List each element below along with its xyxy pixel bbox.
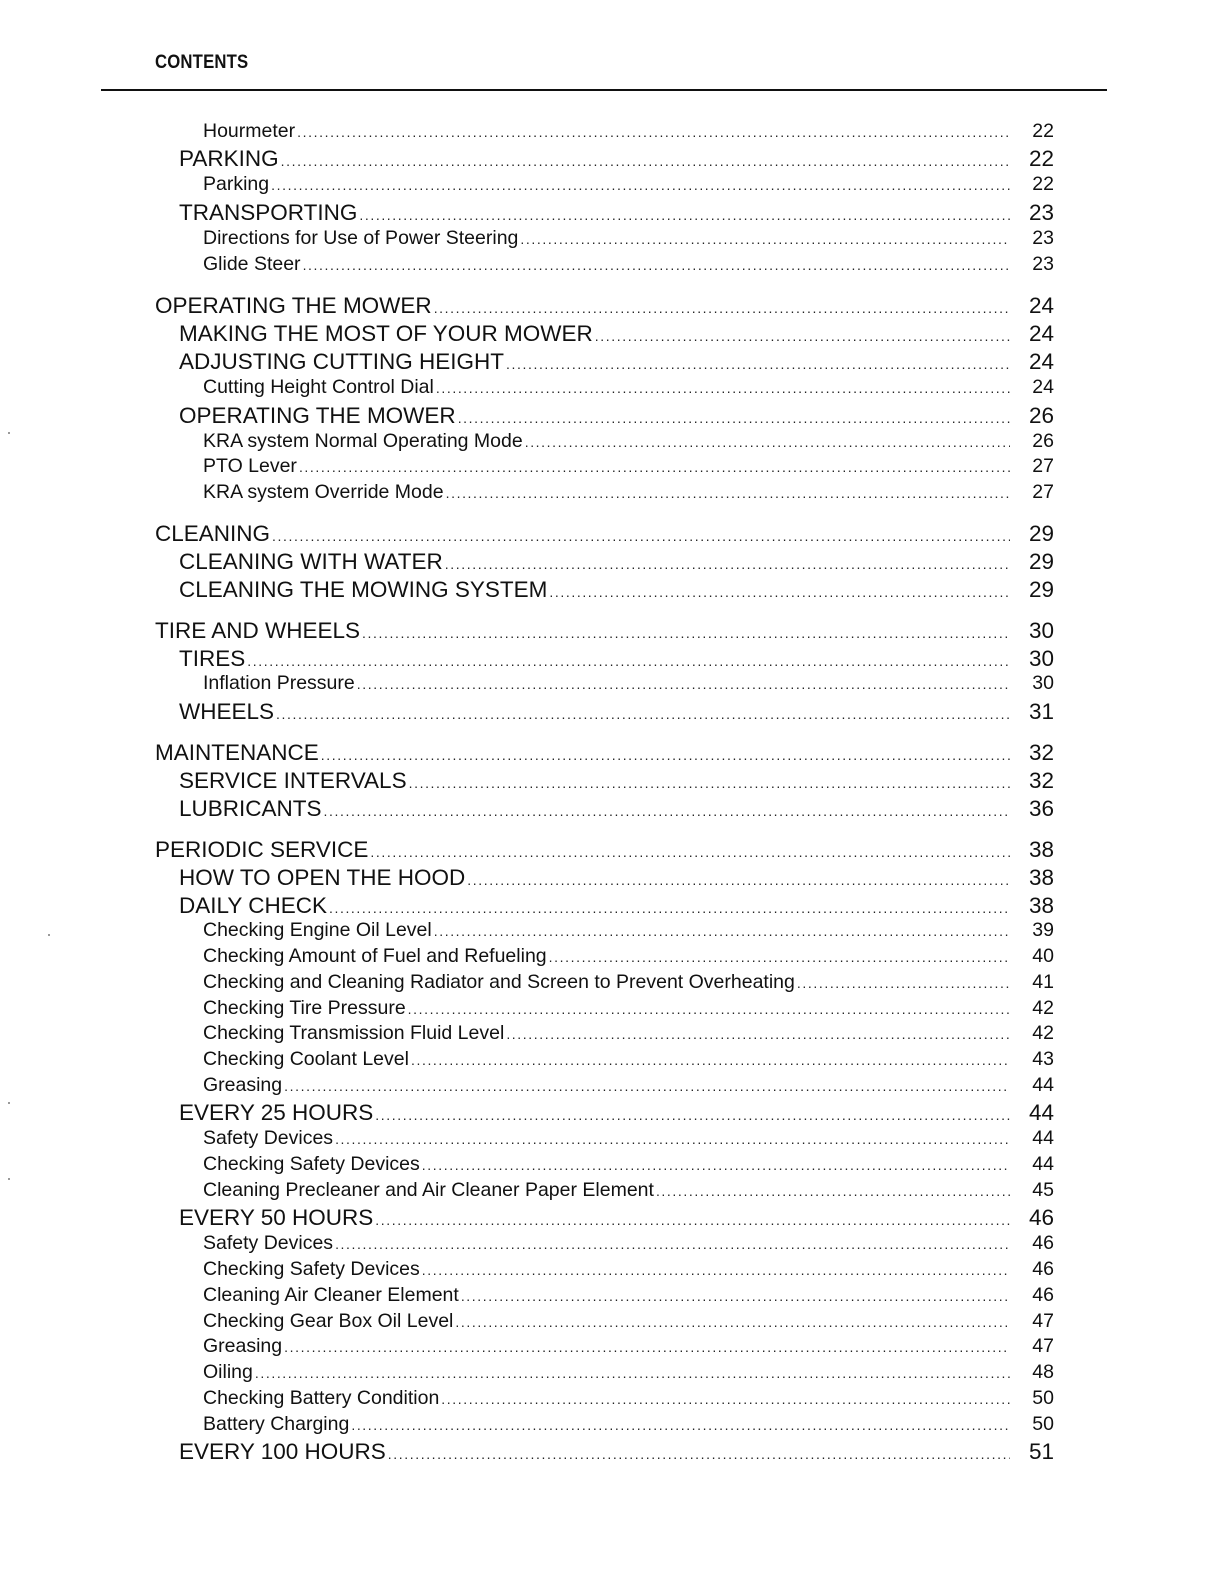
toc-entry-label: PARKING [179,146,279,171]
toc-entry-page-number: 44 [1032,1127,1054,1149]
toc-entry-page-number: 24 [1028,349,1054,374]
toc-entry-label: Checking Safety Devices [203,1258,420,1280]
toc-entry[interactable] [0,577,1224,603]
dot-leader [335,1236,1010,1252]
toc-entry[interactable] [0,146,1224,172]
scan-speck [8,432,10,434]
dot-leader [520,231,1010,247]
toc-entry-page-number: 30 [1028,646,1054,671]
toc-entry[interactable] [0,253,1224,276]
toc-entry[interactable] [0,1074,1224,1097]
toc-entry-page-number: 42 [1032,1022,1054,1044]
toc-entry-label: WHEELS [179,699,275,724]
toc-entry-label: Checking Engine Oil Level [203,919,432,941]
toc-entry-label: PERIODIC SERVICE [155,837,369,862]
toc-entry[interactable] [0,403,1224,429]
toc-entry[interactable] [0,1127,1224,1150]
toc-entry-label: EVERY 50 HOURS [179,1205,374,1230]
toc-entry-page-number: 44 [1032,1074,1054,1096]
dot-leader [797,975,1010,991]
toc-entry-page-number: 41 [1032,971,1054,993]
dot-leader [408,1001,1010,1017]
dot-leader [549,584,1010,600]
toc-entry-label: TIRE AND WHEELS [155,618,361,643]
toc-entry[interactable] [0,1153,1224,1176]
toc-entry-page-number: 24 [1028,321,1054,346]
dot-leader [455,1314,1010,1330]
toc-entry-label: Checking Transmission Fluid Level [203,1022,505,1044]
dot-leader [272,528,1010,544]
dot-leader [284,1078,1010,1094]
toc-entry-label: Battery Charging [203,1413,350,1435]
toc-entry-label: Cleaning Air Cleaner Element [203,1284,459,1306]
toc-entry[interactable] [0,1284,1224,1307]
toc-entry-page-number: 48 [1032,1361,1054,1383]
toc-entry-page-number: 32 [1028,740,1054,765]
toc-entry[interactable] [0,1179,1224,1202]
dot-leader [595,328,1010,344]
toc-entry-label: EVERY 25 HOURS [179,1100,374,1125]
toc-entry[interactable] [0,376,1224,399]
scan-speck [48,934,50,936]
scan-speck [8,1102,10,1104]
dot-leader [388,1446,1010,1462]
dot-leader [461,1288,1010,1304]
toc-entry[interactable] [0,1310,1224,1333]
toc-entry-page-number: 24 [1032,376,1054,398]
toc-entry[interactable] [0,699,1224,725]
toc-entry-page-number: 38 [1028,893,1054,918]
toc-entry-page-number: 30 [1032,672,1054,694]
toc-entry[interactable] [0,1361,1224,1384]
dot-leader [446,485,1010,501]
dot-leader [441,1391,1010,1407]
toc-entry-page-number: 47 [1032,1310,1054,1332]
toc-entry-page-number: 44 [1028,1100,1054,1125]
toc-entry-label: Cleaning Precleaner and Air Cleaner Paper Element [203,1179,654,1201]
toc-entry[interactable] [0,740,1224,766]
toc-entry[interactable] [0,321,1224,347]
toc-entry[interactable] [0,1387,1224,1410]
toc-entry-label: Cutting Height Control Dial [203,376,434,398]
toc-entry-page-number: 44 [1032,1153,1054,1175]
toc-entry-label: CLEANING WITH WATER [179,549,443,574]
dot-leader [324,803,1010,819]
toc-entry[interactable] [0,1413,1224,1436]
toc-entry-page-number: 30 [1028,618,1054,643]
dot-leader [303,257,1010,273]
dot-leader [299,459,1010,475]
dot-leader [411,1052,1010,1068]
toc-entry-page-number: 42 [1032,997,1054,1019]
dot-leader [409,775,1010,791]
toc-entry-page-number: 29 [1028,521,1054,546]
dot-leader [297,124,1010,140]
toc-entry[interactable] [0,481,1224,504]
toc-entry-label: ADJUSTING CUTTING HEIGHT [179,349,504,374]
toc-entry-page-number: 36 [1028,796,1054,821]
toc-entry[interactable] [0,1258,1224,1281]
toc-entry-label: OPERATING THE MOWER [155,293,432,318]
dot-leader [436,380,1010,396]
toc-entry[interactable] [0,455,1224,478]
toc-entry[interactable] [0,1439,1224,1465]
toc-entry-page-number: 24 [1028,293,1054,318]
toc-entry-label: Checking Safety Devices [203,1153,420,1175]
toc-entry-page-number: 46 [1032,1258,1054,1280]
toc-entry[interactable] [0,971,1224,994]
toc-entry-page-number: 22 [1032,173,1054,195]
toc-entry-page-number: 38 [1028,865,1054,890]
toc-entry-page-number: 26 [1028,403,1054,428]
dot-leader [247,653,1010,669]
toc-entry-label: DAILY CHECK [179,893,327,918]
toc-entry-label: MAINTENANCE [155,740,319,765]
header-divider [101,89,1107,91]
toc-entry[interactable] [0,1100,1224,1126]
toc-entry[interactable] [0,1205,1224,1231]
toc-entry-page-number: 47 [1032,1335,1054,1357]
toc-entry-page-number: 29 [1028,577,1054,602]
dot-leader [434,300,1010,316]
dot-leader [359,207,1010,223]
dot-leader [375,1107,1010,1123]
toc-entry-page-number: 46 [1028,1205,1054,1230]
toc-entry[interactable] [0,173,1224,196]
scan-speck [8,1178,10,1180]
toc-entry-page-number: 29 [1028,549,1054,574]
toc-entry-label: Safety Devices [203,1232,334,1254]
toc-entry-page-number: 46 [1032,1232,1054,1254]
toc-entry-page-number: 50 [1032,1387,1054,1409]
toc-entry[interactable] [0,618,1224,644]
toc-entry-label: Directions for Use of Power Steering [203,227,519,249]
toc-entry-page-number: 26 [1032,430,1054,452]
toc-entry[interactable] [0,1022,1224,1045]
toc-entry[interactable] [0,349,1224,375]
toc-entry[interactable] [0,1335,1224,1358]
toc-entry-label: EVERY 100 HOURS [179,1439,386,1464]
toc-entry-label: KRA system Override Mode [203,481,444,503]
toc-entry-label: Checking Tire Pressure [203,997,406,1019]
toc-entry[interactable] [0,945,1224,968]
dot-leader [357,676,1010,692]
toc-entry[interactable] [0,1232,1224,1255]
toc-entry-label: Glide Steer [203,253,301,275]
dot-leader [375,1212,1010,1228]
toc-entry-page-number: 23 [1032,253,1054,275]
toc-entry-label: Checking Battery Condition [203,1387,440,1409]
toc-entry-label: Greasing [203,1335,283,1357]
toc-entry-label: Checking Coolant Level [203,1048,409,1070]
toc-entry-page-number: 22 [1032,120,1054,142]
dot-leader [370,844,1010,860]
dot-leader [422,1262,1010,1278]
dot-leader [506,1026,1010,1042]
toc-entry[interactable] [0,430,1224,453]
toc-entry[interactable] [0,120,1224,143]
toc-entry-page-number: 23 [1032,227,1054,249]
toc-entry[interactable] [0,837,1224,863]
toc-entry-label: Checking and Cleaning Radiator and Screen to Prevent Overheating [203,971,795,993]
dot-leader [467,872,1010,888]
toc-entry-page-number: 23 [1028,200,1054,225]
toc-entry-label: Greasing [203,1074,283,1096]
toc-entry[interactable] [0,646,1224,672]
dot-leader [335,1131,1010,1147]
toc-entry[interactable] [0,227,1224,250]
dot-leader [276,706,1010,722]
toc-entry-label: Checking Amount of Fuel and Refueling [203,945,547,967]
toc-entry-label: Safety Devices [203,1127,334,1149]
page-title: CONTENTS [155,52,249,73]
toc-entry-label: Inflation Pressure [203,672,355,694]
dot-leader [506,356,1010,372]
toc-entry-label: CLEANING [155,521,271,546]
toc-entry-label: SERVICE INTERVALS [179,768,407,793]
toc-entry-page-number: 50 [1032,1413,1054,1435]
toc-entry-page-number: 45 [1032,1179,1054,1201]
toc-entry[interactable] [0,919,1224,942]
toc-entry[interactable] [0,997,1224,1020]
toc-entry-label: Oiling [203,1361,253,1383]
toc-entry-page-number: 38 [1028,837,1054,862]
toc-entry-page-number: 40 [1032,945,1054,967]
toc-entry-page-number: 43 [1032,1048,1054,1070]
toc-entry-page-number: 27 [1032,455,1054,477]
toc-entry[interactable] [0,672,1224,695]
toc-entry-label: PTO Lever [203,455,297,477]
toc-entry-label: Hourmeter [203,120,296,142]
dot-leader [434,923,1010,939]
toc-entry[interactable] [0,549,1224,575]
dot-leader [656,1183,1010,1199]
toc-entry-label: OPERATING THE MOWER [179,403,456,428]
dot-leader [445,556,1010,572]
toc-entry-label: TIRES [179,646,246,671]
toc-entry-page-number: 27 [1032,481,1054,503]
dot-leader [255,1365,1010,1381]
toc-entry-page-number: 22 [1028,146,1054,171]
toc-entry-page-number: 32 [1028,768,1054,793]
toc-entry-page-number: 39 [1032,919,1054,941]
toc-entry[interactable] [0,768,1224,794]
toc-entry-label: TRANSPORTING [179,200,358,225]
toc-entry-label: Checking Gear Box Oil Level [203,1310,454,1332]
dot-leader [351,1417,1010,1433]
toc-entry-label: HOW TO OPEN THE HOOD [179,865,466,890]
toc-entry-page-number: 46 [1032,1284,1054,1306]
dot-leader [281,153,1010,169]
dot-leader [284,1339,1010,1355]
dot-leader [422,1157,1010,1173]
dot-leader [271,177,1010,193]
dot-leader [458,410,1010,426]
toc-entry[interactable] [0,865,1224,891]
toc-entry-label: LUBRICANTS [179,796,322,821]
toc-entry[interactable] [0,293,1224,319]
dot-leader [321,747,1010,763]
dot-leader [549,949,1010,965]
dot-leader [329,900,1010,916]
dot-leader [362,625,1010,641]
toc-entry-label: CLEANING THE MOWING SYSTEM [179,577,548,602]
toc-entry-label: Parking [203,173,270,195]
toc-entry[interactable] [0,893,1224,919]
toc-entry-label: KRA system Normal Operating Mode [203,430,523,452]
toc-entry-page-number: 31 [1028,699,1054,724]
toc-entry[interactable] [0,200,1224,226]
toc-entry-label: MAKING THE MOST OF YOUR MOWER [179,321,593,346]
toc-entry[interactable] [0,1048,1224,1071]
toc-entry[interactable] [0,796,1224,822]
toc-entry[interactable] [0,521,1224,547]
dot-leader [525,434,1010,450]
toc-entry-page-number: 51 [1028,1439,1054,1464]
